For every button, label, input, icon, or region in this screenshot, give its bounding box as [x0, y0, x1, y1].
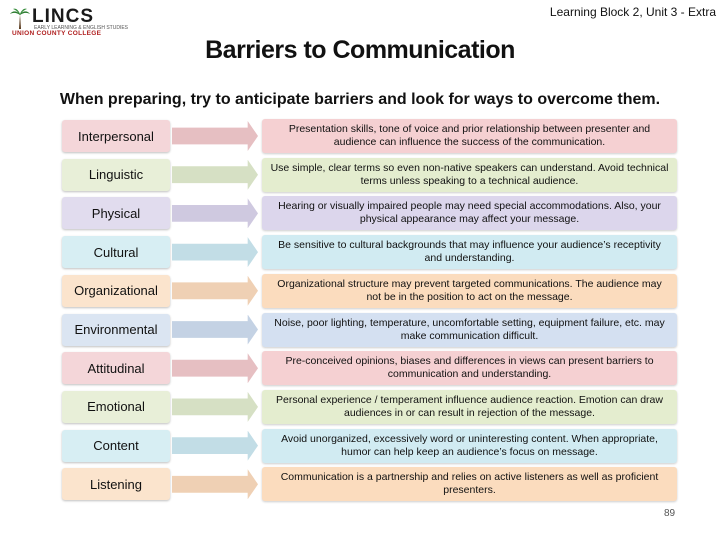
right-arrow-icon	[172, 353, 258, 383]
barrier-description: Hearing or visually impaired people may need special accommodations. Also, your physical appearance may affect your message.	[262, 196, 677, 230]
barrier-label: Listening	[62, 468, 170, 500]
logo-tagline: EARLY LEARNING & ENGLISH STUDIES	[34, 25, 129, 31]
right-arrow-icon	[172, 198, 258, 228]
barrier-description: Pre-conceived opinions, biases and differences in views can present barriers to communication and understanding.	[262, 351, 677, 385]
barrier-row	[0, 312, 720, 348]
palm-tree-icon	[10, 8, 30, 30]
barrier-label: Content	[62, 430, 170, 462]
barrier-description: Noise, poor lighting, temperature, uncomfortable setting, equipment failure, etc. may make communication difficult.	[262, 313, 677, 347]
barrier-row	[0, 234, 720, 270]
barrier-description: Organizational structure may prevent targeted communications. The audience may not be in the position to act on the message.	[262, 274, 677, 308]
barrier-description: Use simple, clear terms so even non-native speakers can understand. Avoid technical terms unless speaking to a technical audience.	[262, 158, 677, 192]
barrier-label: Physical	[62, 197, 170, 229]
barrier-row	[0, 428, 720, 464]
slide-subtitle: When preparing, try to anticipate barriers and look for ways to overcome them.	[59, 91, 661, 108]
barrier-row	[0, 195, 720, 231]
barrier-label: Interpersonal	[62, 120, 170, 152]
barrier-description: Avoid unorganized, excessively word or uninteresting content. When appropriate, humor can help keep an audience’s focus on message.	[262, 429, 677, 463]
right-arrow-icon	[172, 469, 258, 499]
right-arrow-icon	[172, 237, 258, 267]
lincs-logo	[10, 6, 129, 37]
right-arrow-icon	[172, 121, 258, 151]
barrier-label: Environmental	[62, 314, 170, 346]
right-arrow-icon	[172, 392, 258, 422]
barrier-row	[0, 157, 720, 193]
barrier-description: Be sensitive to cultural backgrounds that may influence your audience’s receptivity and understanding.	[262, 235, 677, 269]
barrier-row	[0, 466, 720, 502]
barrier-row	[0, 118, 720, 154]
barrier-description: Communication is a partnership and relies on active listeners as well as proficient presenters.	[262, 467, 677, 501]
barrier-description: Presentation skills, tone of voice and prior relationship between presenter and audience can influence the success of the communication.	[262, 119, 677, 153]
barrier-label: Cultural	[62, 236, 170, 268]
barrier-row	[0, 350, 720, 386]
page-number: 89	[664, 508, 676, 519]
right-arrow-icon	[172, 315, 258, 345]
logo-name: LINCS	[32, 6, 94, 27]
header-unit-label: Learning Block 2, Unit 3 - Extra	[549, 5, 716, 19]
right-arrow-icon	[172, 431, 258, 461]
right-arrow-icon	[172, 160, 258, 190]
barrier-label: Organizational	[62, 275, 170, 307]
logo-school: UNION COUNTY COLLEGE	[12, 30, 102, 37]
barrier-label: Linguistic	[62, 159, 170, 191]
slide-title: Barriers to Communication	[205, 36, 515, 64]
barrier-label: Emotional	[62, 391, 170, 423]
right-arrow-icon	[172, 276, 258, 306]
barrier-row	[0, 273, 720, 309]
barrier-row	[0, 389, 720, 425]
barrier-label: Attitudinal	[62, 352, 170, 384]
barrier-description: Personal experience / temperament influence audience reaction. Emotion can draw audiences in or can result in rejection of the message.	[262, 390, 677, 424]
